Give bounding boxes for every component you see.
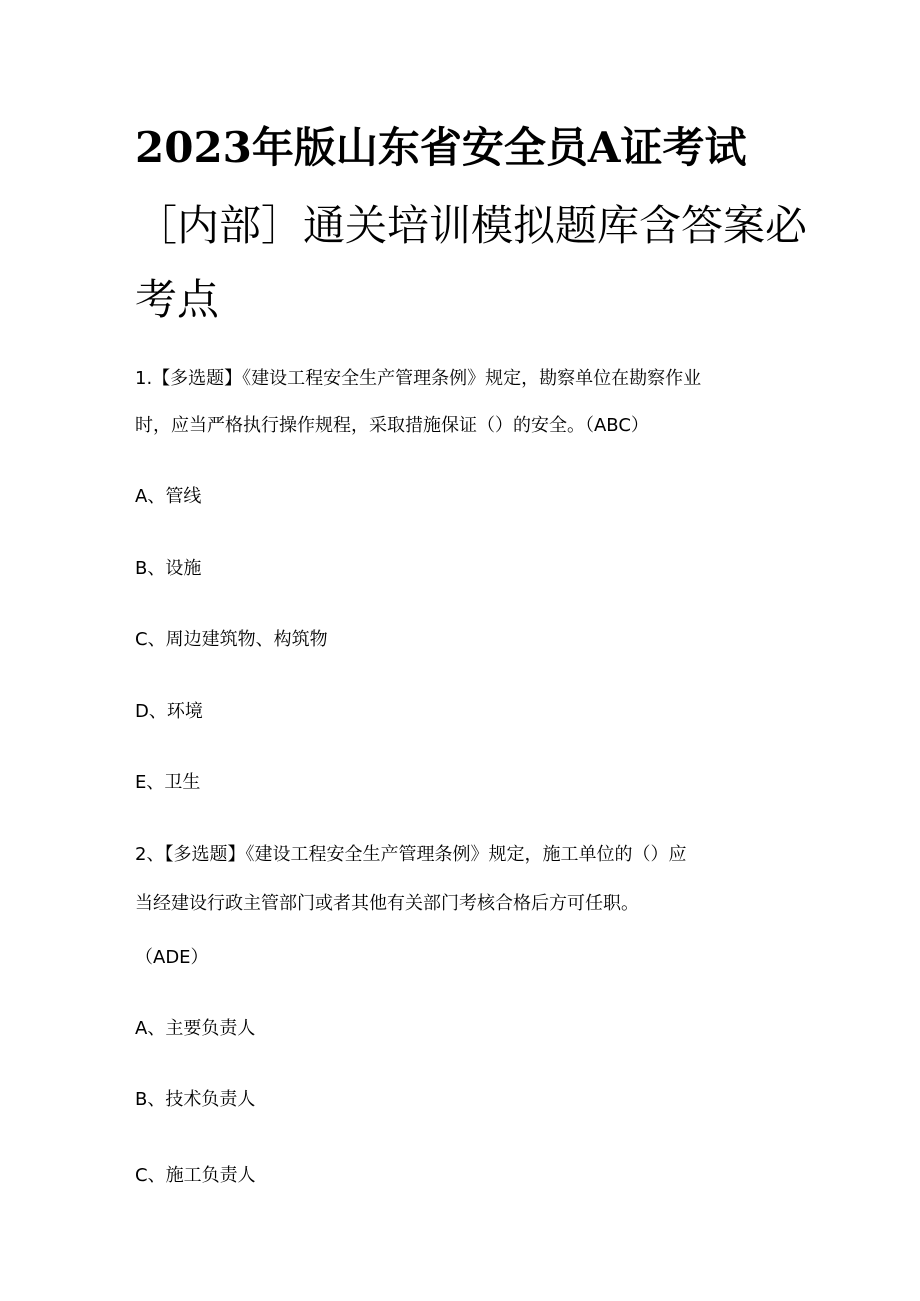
- question-1-stem-line-2: 时，应当严格执行操作规程，采取措施保证（）的安全。（ABC）: [135, 415, 649, 436]
- question-1-option-b: B、设施: [135, 558, 202, 579]
- question-1-option-d: D、环境: [135, 701, 203, 722]
- question-1-option-e: E、卫生: [135, 772, 201, 793]
- question-2-option-b: B、技术负责人: [135, 1089, 256, 1110]
- question-2-answer: （ADE）: [135, 947, 209, 968]
- question-1-option-c: C、周边建筑物、构筑物: [135, 629, 328, 650]
- question-2-stem-line-1: 2、【多选题】《建设工程安全生产管理条例》规定，施工单位的（）应: [135, 844, 687, 865]
- question-1-stem-line-1: 1.【多选题】《建设工程安全生产管理条例》规定，勘察单位在勘察作业: [135, 368, 702, 389]
- document-title-line-1: 2023年版山东省安全员A证考试: [135, 123, 747, 172]
- question-2-option-c: C、施工负责人: [135, 1165, 256, 1186]
- question-1-option-a: A、管线: [135, 486, 202, 507]
- question-2-option-a: A、主要负责人: [135, 1018, 256, 1039]
- document-title-line-3: 考点: [135, 275, 220, 324]
- question-2-stem-line-2: 当经建设行政主管部门或者其他有关部门考核合格后方可任职。: [135, 893, 639, 914]
- document-title-line-2: ［内部］通关培训模拟题库含答案必: [135, 201, 808, 250]
